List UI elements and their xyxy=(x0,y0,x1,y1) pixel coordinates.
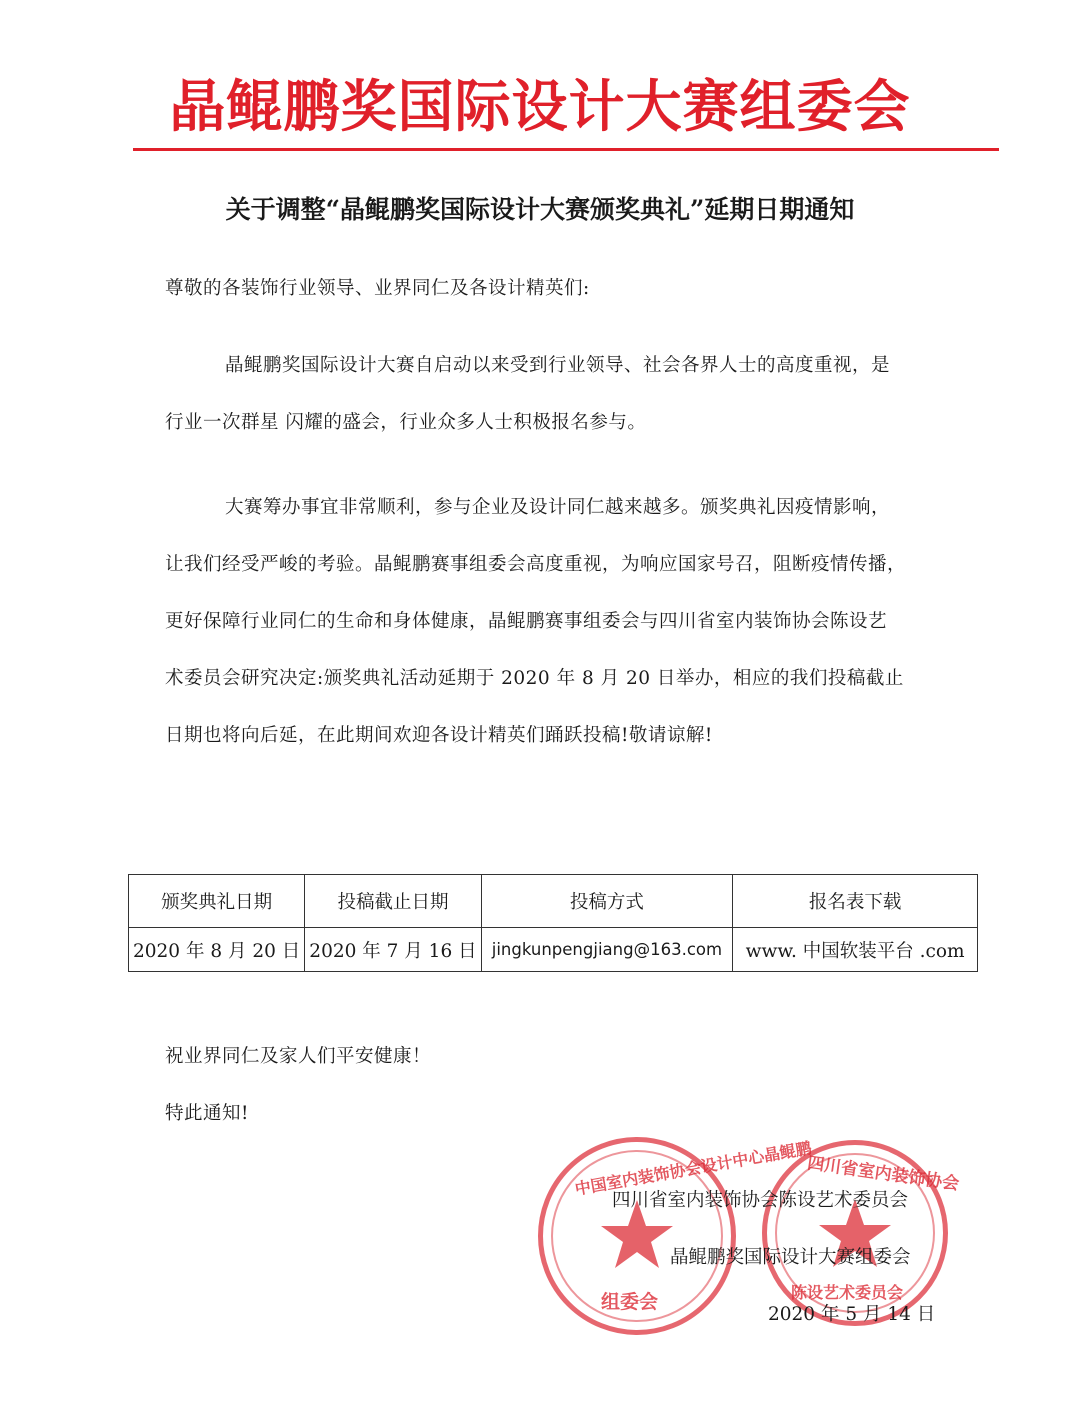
table-header-cell: 报名表下载 xyxy=(733,875,978,928)
table-header-row xyxy=(129,875,978,928)
paragraph-1-line-2: 行业一次群星 闪耀的盛会，行业众多人士积极报名参与。 xyxy=(165,412,647,433)
right-stamp-center-text: 陈设艺术委员会 xyxy=(791,1283,904,1302)
download-site-cell: www. 中国软装平台 .com xyxy=(733,928,978,972)
notice-title: 关于调整“晶鲲鹏奖国际设计大赛颁奖典礼”延期日期通知 xyxy=(225,195,855,224)
deadline-date-cell: 2020 年 7 月 16 日 xyxy=(305,928,481,972)
paragraph-2-line-1: 大赛筹办事宜非常顺利，参与企业及设计同仁越来越多。颁奖典礼因疫情影响， xyxy=(225,497,891,518)
closing-wish: 祝业界同仁及家人们平安健康！ xyxy=(165,1046,432,1067)
paragraph-2-line-5: 日期也将向后延，在此期间欢迎各设计精英们踊跃投稿!敬请谅解! xyxy=(165,725,713,746)
org-header-title: 晶鲲鹏奖国际设计大赛组委会 xyxy=(169,75,911,140)
table-header-cell: 投稿截止日期 xyxy=(305,875,481,928)
left-stamp-center-text: 组委会 xyxy=(601,1291,659,1313)
submission-email-cell: jingkunpengjiang@163.com xyxy=(481,928,733,972)
right-stamp-ring-text: 四川省室内装饰协会 xyxy=(806,1153,961,1195)
closing-notice-end: 特此通知! xyxy=(165,1103,249,1124)
right-stamp-seal xyxy=(762,1140,961,1326)
paragraph-2-line-3: 更好保障行业同仁的生命和身体健康，晶鲲鹏赛事组委会与四川省室内装饰协会陈设艺 xyxy=(165,611,888,632)
table-header-cell: 投稿方式 xyxy=(481,875,733,928)
paragraph-1-line-1: 晶鲲鹏奖国际设计大赛自启动以来受到行业领导、社会各界人士的高度重视，是 xyxy=(225,355,891,376)
header-divider xyxy=(133,148,999,151)
signature-org-1: 四川省室内装饰协会陈设艺术委员会 xyxy=(612,1190,909,1211)
paragraph-2-line-4: 术委员会研究决定:颁奖典礼活动延期于 2020 年 8 月 20 日举办，相应的我们投稿截止 xyxy=(165,668,904,689)
salutation: 尊敬的各装饰行业领导、业界同仁及各设计精英们: xyxy=(165,278,590,299)
paragraph-2-line-2: 让我们经受严峻的考验。晶鲲鹏赛事组委会高度重视，为响应国家号召，阻断疫情传播， xyxy=(165,554,907,575)
table-header-cell: 颁奖典礼日期 xyxy=(129,875,305,928)
ceremony-date-cell: 2020 年 8 月 20 日 xyxy=(129,928,305,972)
schedule-table xyxy=(128,874,978,972)
signature-org-2: 晶鲲鹏奖国际设计大赛组委会 xyxy=(670,1247,911,1268)
left-stamp-ring-text: 中国室内装饰协会设计中心晶鲲鹏 xyxy=(573,1138,814,1199)
signature-date: 2020 年 5 月 14 日 xyxy=(768,1304,936,1325)
table-row xyxy=(129,928,978,972)
